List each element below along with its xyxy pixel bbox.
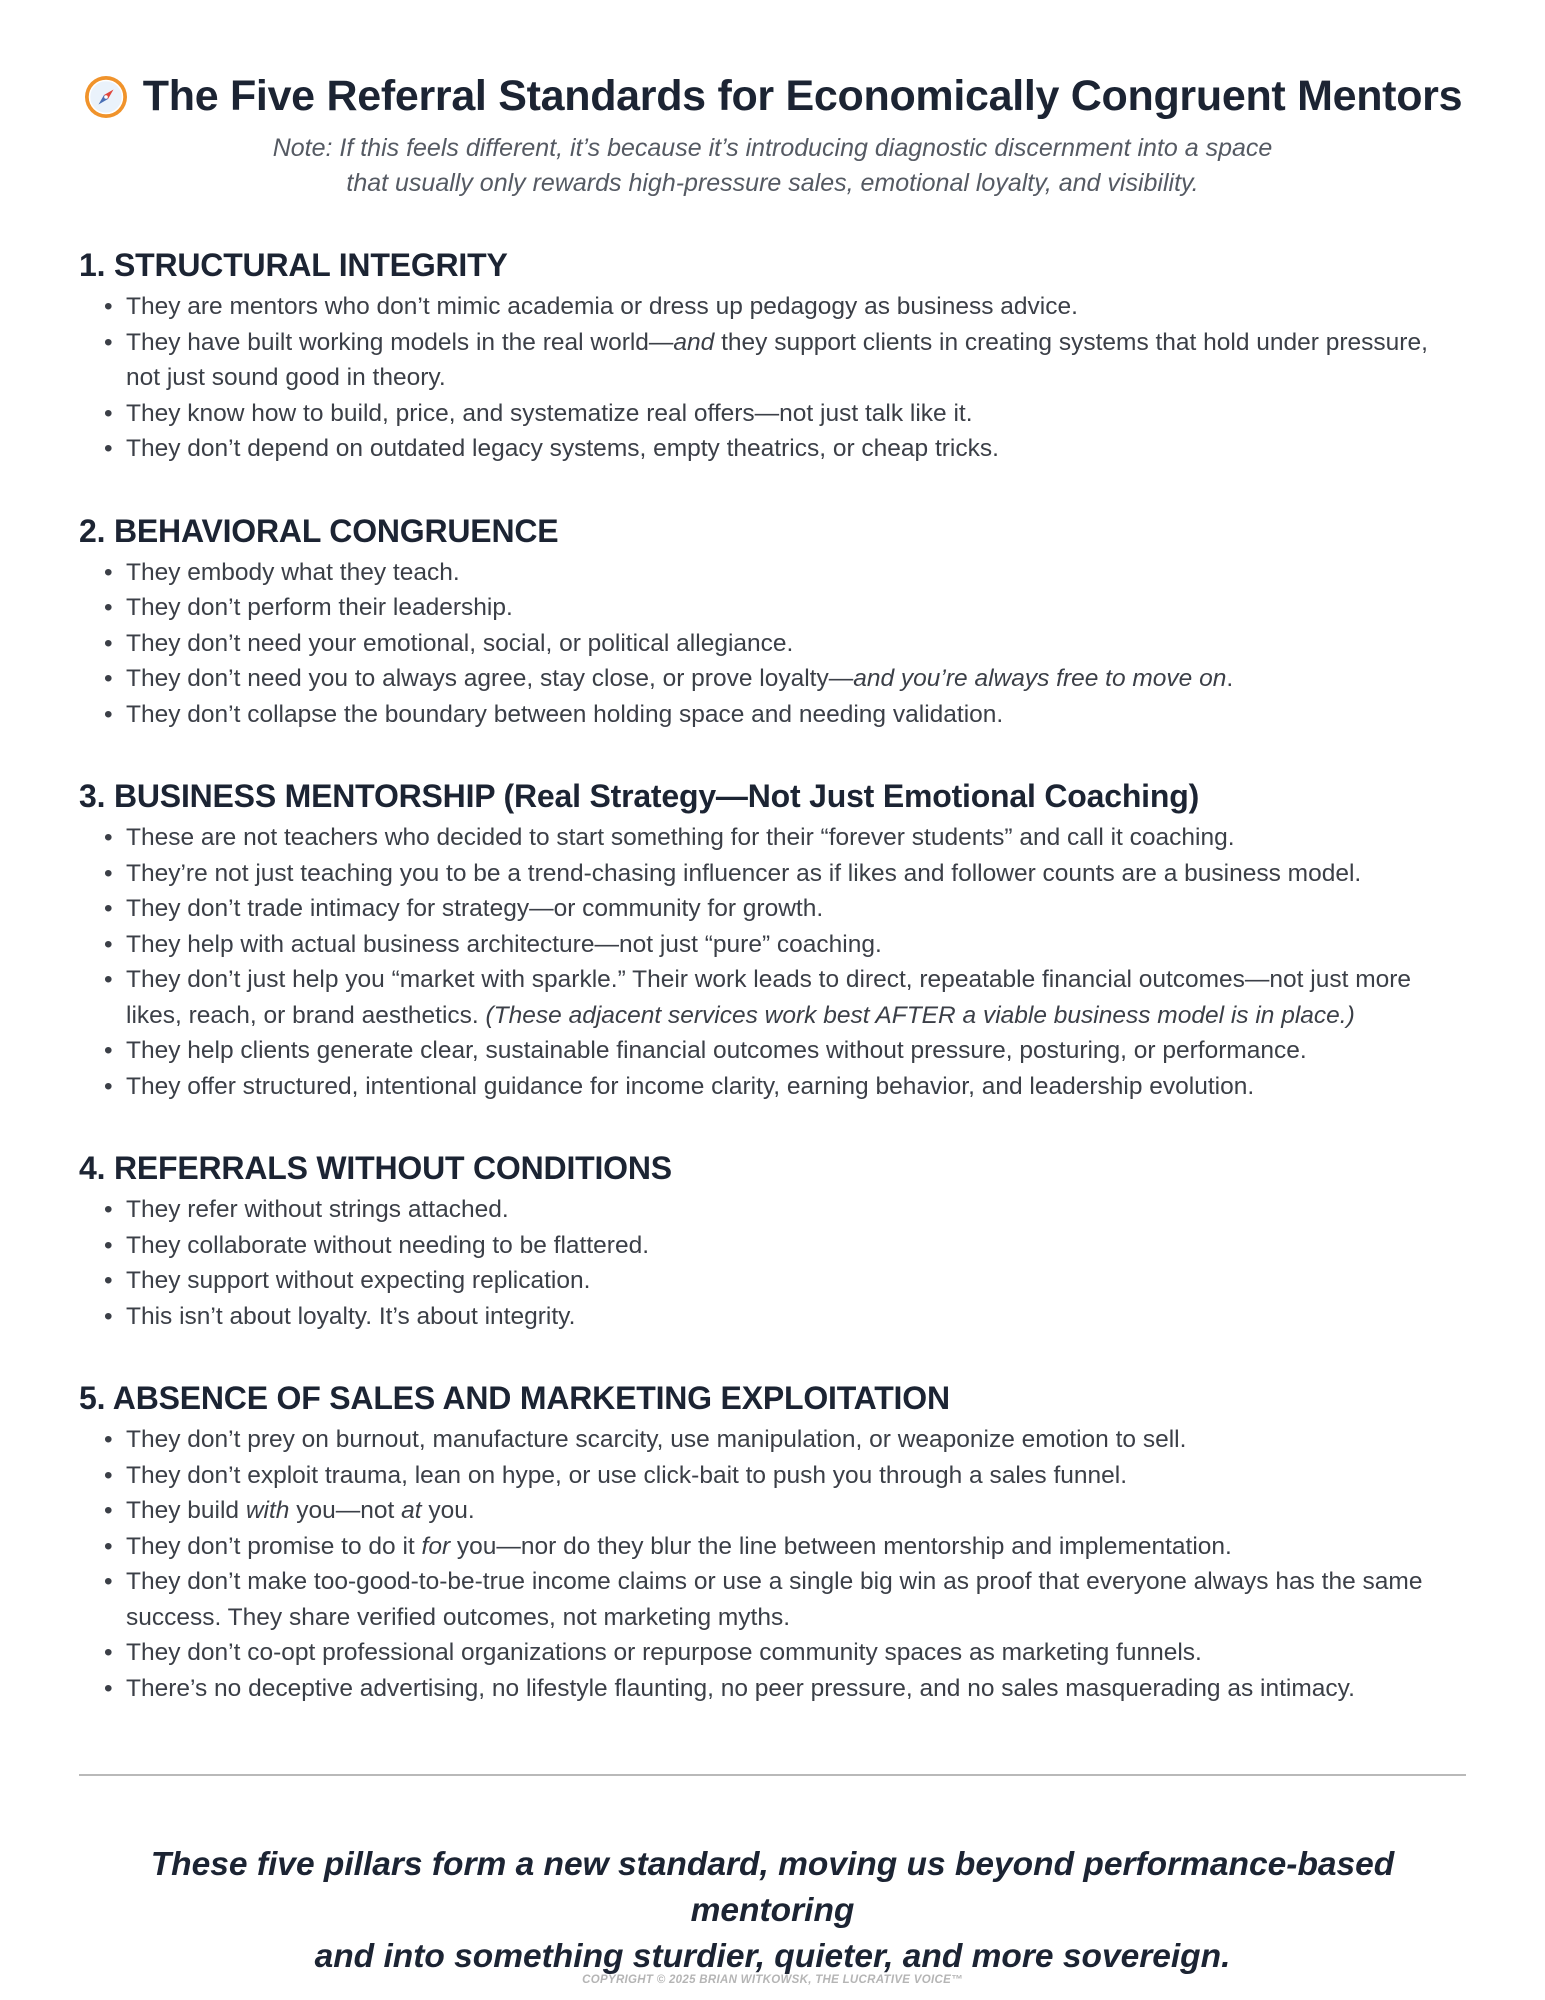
emphasis-text: with xyxy=(245,1497,290,1524)
bullet-list xyxy=(79,289,1466,467)
item-text: They are mentors who don’t mimic academia or dress up pedagogy as business advice. xyxy=(126,293,1078,320)
item-text: they support clients in creating systems that hold under pressure, not just sound good in theory. xyxy=(126,328,1428,391)
item-text: They don’t depend on outdated legacy systems, empty theatrics, or cheap tricks. xyxy=(126,435,999,462)
list-item xyxy=(126,856,1466,892)
list-item xyxy=(126,1458,1466,1494)
list-item xyxy=(126,1635,1466,1671)
list-item xyxy=(126,962,1466,1033)
item-text: There’s no deceptive advertising, no lifestyle flaunting, no peer pressure, and no sales masquerading as intimacy. xyxy=(126,1674,1355,1702)
item-text: They don’t prey on burnout, manufacture scarcity, use manipulation, or weaponize emotion to sell. xyxy=(126,1426,1187,1453)
list-item xyxy=(126,1671,1466,1707)
section-heading: 5. ABSENCE OF SALES AND MARKETING EXPLOITATION xyxy=(79,1380,950,1416)
list-item xyxy=(126,697,1466,733)
item-text: They’re not just teaching you to be a trend-chasing influencer as if likes and follower counts are a business model. xyxy=(126,859,1362,887)
standard-section xyxy=(79,1148,1466,1334)
intro-note xyxy=(79,131,1466,201)
compass-icon xyxy=(83,74,129,120)
list-item xyxy=(126,1228,1466,1264)
item-text: They help with actual business architecture—not just “pure” coaching. xyxy=(126,930,882,958)
bullet-list xyxy=(79,1192,1466,1334)
item-text: They embody what they teach. xyxy=(126,558,460,586)
page-title: The Five Referral Standards for Economically Congruent Mentors xyxy=(142,72,1463,120)
item-text: This isn’t about loyalty. It’s about integrity. xyxy=(126,1302,576,1330)
list-item xyxy=(126,1564,1466,1635)
item-text: They have built working models in the real world— xyxy=(126,328,674,356)
list-item xyxy=(126,927,1466,963)
list-item xyxy=(126,555,1466,591)
section-heading: 2. BEHAVIORAL CONGRUENCE xyxy=(79,512,559,549)
bullet-list xyxy=(79,555,1466,733)
item-text: you. xyxy=(421,1497,475,1524)
section-heading: 3. BUSINESS MENTORSHIP (Real Strategy—Not Just Emotional Coaching) xyxy=(79,778,1200,814)
item-text: you—not xyxy=(289,1497,402,1524)
item-text: They don’t trade intimacy for strategy—or community for growth. xyxy=(126,895,824,922)
item-text: They support without expecting replication. xyxy=(126,1267,591,1294)
list-item xyxy=(126,1033,1466,1069)
list-item xyxy=(126,891,1466,927)
item-text: They help clients generate clear, sustainable financial outcomes without pressure, posturing, or performance. xyxy=(126,1037,1307,1064)
list-item xyxy=(126,820,1466,856)
standard-section xyxy=(79,245,1466,467)
closing-line: These five pillars form a new standard, moving us beyond performance-based mentoring xyxy=(150,1846,1395,1929)
list-item xyxy=(126,626,1466,662)
list-item xyxy=(126,396,1466,432)
list-item xyxy=(126,1493,1466,1529)
item-text: . xyxy=(1226,665,1234,692)
list-item xyxy=(126,1069,1466,1105)
item-text: They collaborate without needing to be flattered. xyxy=(126,1231,650,1259)
divider xyxy=(79,1774,1466,1776)
item-text: They don’t promise to do it xyxy=(126,1532,422,1560)
emphasis-text: for xyxy=(421,1532,451,1560)
item-text: They don’t make too-good-to-be-true income claims or use a single big win as proof that everyone always has the same success. They share verified outcomes, not marketing myths. xyxy=(126,1568,1423,1631)
list-item xyxy=(126,1299,1466,1335)
item-text: They don’t just help you “market with sparkle.” Their work leads to direct, repeatable financial outcomes—not just more likes, reach, or brand aesthetics. xyxy=(126,966,1412,1029)
standards-list xyxy=(79,245,1466,1706)
closing-line: and into something sturdier, quieter, and more sovereign. xyxy=(314,1938,1231,1975)
item-text: They don’t perform their leadership. xyxy=(126,594,513,621)
item-text: you—nor do they blur the line between mentorship and implementation. xyxy=(450,1532,1232,1560)
standard-section xyxy=(79,1378,1466,1706)
bullet-list xyxy=(79,820,1466,1104)
list-item xyxy=(126,590,1466,626)
item-text: They don’t need you to always agree, stay close, or prove loyalty— xyxy=(126,665,854,692)
section-heading: 1. STRUCTURAL INTEGRITY xyxy=(79,247,508,283)
list-item xyxy=(126,1263,1466,1299)
standard-section xyxy=(79,776,1466,1104)
list-item xyxy=(126,1192,1466,1228)
item-text: These are not teachers who decided to start something for their “forever students” and call it coaching. xyxy=(126,824,1235,851)
list-item xyxy=(126,1529,1466,1565)
list-item xyxy=(126,289,1466,325)
list-item xyxy=(126,661,1466,697)
bullet-list xyxy=(79,1422,1466,1706)
title-row xyxy=(79,72,1466,121)
intro-note-line: Note: If this feels different, it’s because it’s introducing diagnostic discernment into a space xyxy=(272,134,1273,162)
list-item xyxy=(126,1422,1466,1458)
emphasis-text: and xyxy=(673,328,715,356)
item-text: They offer structured, intentional guidance for income clarity, earning behavior, and leadership evolution. xyxy=(126,1072,1255,1100)
closing-statement xyxy=(79,1842,1466,1980)
item-text: They don’t need your emotional, social, or political allegiance. xyxy=(126,629,794,657)
copyright-notice: COPYRIGHT © 2025 BRIAN WITKOWSK, THE LUCRATIVE VOICE™ xyxy=(582,1974,963,1986)
emphasis-text: at xyxy=(401,1497,422,1524)
intro-note-line: that usually only rewards high-pressure sales, emotional loyalty, and visibility. xyxy=(346,169,1199,197)
standard-section xyxy=(79,511,1466,733)
section-heading: 4. REFERRALS WITHOUT CONDITIONS xyxy=(79,1150,672,1186)
item-text: They don’t exploit trauma, lean on hype, or use click-bait to push you through a sales funnel. xyxy=(126,1461,1128,1489)
list-item xyxy=(126,431,1466,467)
item-text: They build xyxy=(126,1497,246,1524)
emphasis-text: and you’re always free to move on xyxy=(853,665,1227,692)
list-item xyxy=(126,325,1466,396)
item-text: They don’t collapse the boundary between holding space and needing validation. xyxy=(126,700,1004,728)
item-text: They know how to build, price, and systematize real offers—not just talk like it. xyxy=(126,399,973,427)
emphasis-text: (These adjacent services work best AFTER a viable business model is in place.) xyxy=(485,1001,1355,1029)
item-text: They don’t co-opt professional organizations or repurpose community spaces as marketing funnels. xyxy=(126,1639,1202,1666)
item-text: They refer without strings attached. xyxy=(126,1196,509,1223)
